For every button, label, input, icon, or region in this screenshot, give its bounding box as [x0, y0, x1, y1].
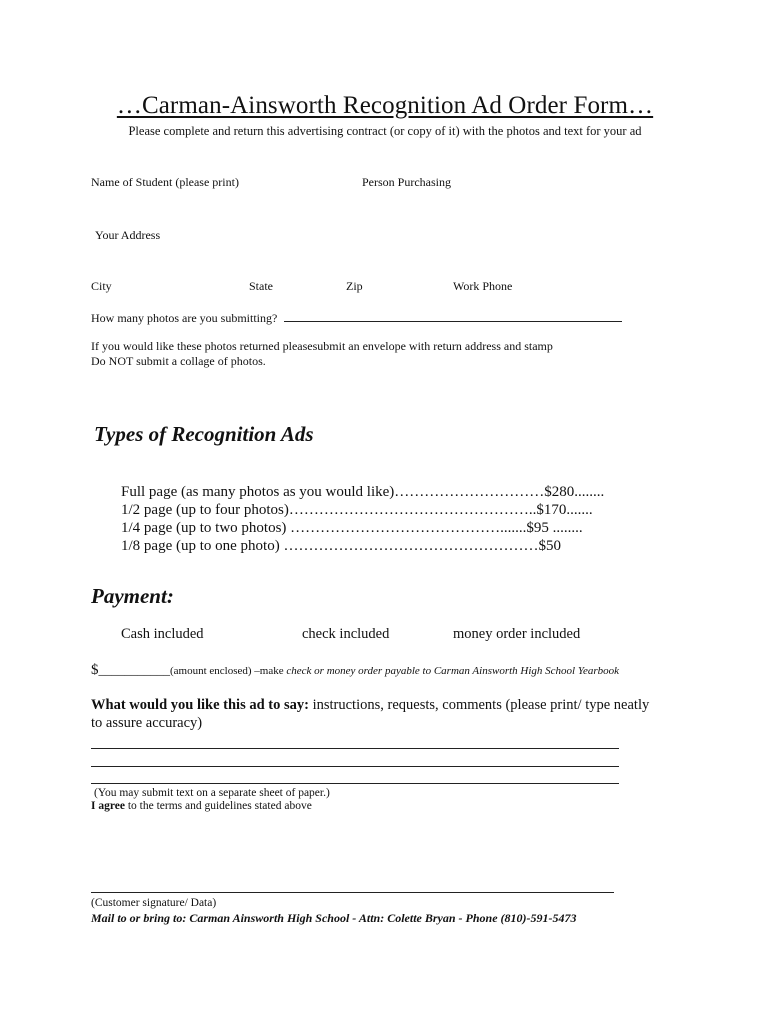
state-label: State	[249, 279, 273, 293]
photos-count-blank[interactable]	[284, 321, 622, 322]
ad-type-item: 1/4 page (up to two photos) …………………………………….......$95 ........	[121, 520, 583, 536]
ad-text-line[interactable]	[91, 766, 619, 767]
ad-text-line[interactable]	[91, 748, 619, 749]
student-name-label: Name of Student (please print)	[91, 175, 239, 189]
payment-option-cash[interactable]: Cash included	[121, 626, 204, 642]
ad-type-item: 1/8 page (up to one photo) ……………………………………………$50	[121, 538, 561, 554]
ad-text-question	[91, 697, 649, 714]
amount-enclosed-row	[91, 662, 619, 679]
mail-to-line: Mail to or bring to: Carman Ainsworth High School - Attn: Colette Bryan - Phone (810)-591-5473	[91, 911, 577, 925]
payment-option-money-order[interactable]: money order included	[453, 626, 581, 642]
ad-text-question-line2: to assure accuracy)	[91, 715, 203, 731]
signature-label: (Customer signature/ Data)	[91, 897, 217, 909]
city-label: City	[91, 279, 112, 293]
dollar-sign: $	[91, 662, 99, 678]
form-title: …Carman-Ainsworth Recognition Ad Order Form…	[116, 92, 654, 119]
payment-option-check[interactable]: check included	[302, 626, 390, 642]
photos-count-label: How many photos are you submitting?	[91, 311, 278, 325]
no-collage-note: Do NOT submit a collage of photos.	[91, 354, 266, 368]
ad-text-question-rest: instructions, requests, comments (please print/ type neatly	[308, 697, 650, 713]
payment-heading: Payment:	[91, 584, 174, 608]
payable-to-text: check or money order payable to Carman Ainsworth High School Yearbook	[286, 665, 620, 677]
form-subtitle: Please complete and return this advertising contract (or copy of it) with the photos and text for your ad	[128, 124, 642, 138]
amount-blank[interactable]: ___________	[98, 662, 170, 677]
separate-sheet-note: (You may submit text on a separate sheet of paper.)	[94, 787, 330, 799]
amount-enclosed-text: (amount enclosed) –make	[170, 665, 287, 677]
agree-bold: I agree	[91, 800, 125, 812]
return-photos-note: If you would like these photos returned pleasesubmit an envelope with return address and stamp	[91, 339, 553, 353]
ad-types-heading: Types of Recognition Ads	[94, 422, 314, 446]
ad-type-item: Full page (as many photos as you would like)…………………………$280........	[121, 484, 605, 500]
person-purchasing-label: Person Purchasing	[362, 175, 451, 189]
work-phone-label: Work Phone	[453, 279, 513, 293]
ad-text-line[interactable]	[91, 783, 619, 784]
agree-rest: to the terms and guidelines stated above	[124, 800, 312, 812]
agree-statement	[91, 800, 312, 812]
ad-type-item: 1/2 page (up to four photos)…………………………………………..$170.......	[121, 502, 593, 518]
address-label: Your Address	[95, 228, 161, 242]
ad-text-question-bold: What would you like this ad to say:	[91, 697, 309, 713]
zip-label: Zip	[346, 279, 363, 293]
signature-line[interactable]	[91, 892, 614, 893]
